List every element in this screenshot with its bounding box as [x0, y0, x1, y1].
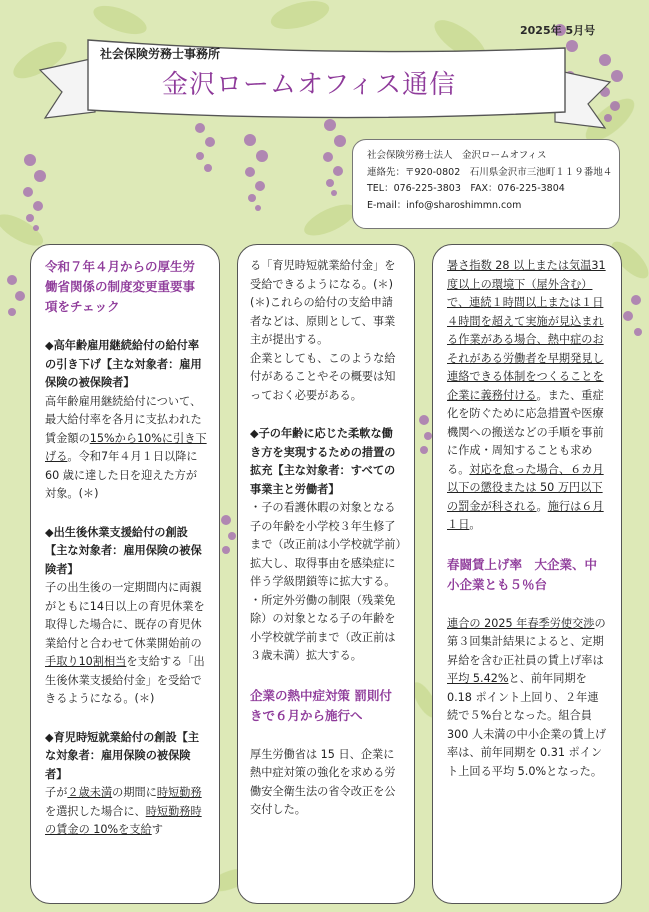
- article-heading-wage-increase: 春闘賃上げ率 大企業、中小企業とも５％台: [447, 556, 598, 592]
- contact-email: E-mail：info@sharoshimmn.com: [367, 199, 522, 211]
- paragraph-company-note: 企業としても、このような給付があることやその概要は知っておく必要がある。: [250, 351, 396, 402]
- article-text-heatstroke-continued: 暑さ指数 28 以上または気温31 度以上の環境下（屋外含む）で、連続１時間以上または１日４時間を超えて実施が見込まれる作業がある場合、熱中症のおそれがある労働者を早期発見し連絡できる体制をつくることを企業に義務付ける。また、重症化を防ぐために応急措置や医療機関への搬送などの手順を事前に作成・周知することも求める。対応を怠った場合、６カ月以下の懲役または 50 万円以下の罰金が科される。施行は６月１日。: [447, 259, 606, 531]
- issue-date: 2025年 5月号: [520, 24, 596, 37]
- section-heading-flexible-work: ◆子の年齢に応じた柔軟な働き方を実現するための措置の拡充【主な対象者：すべての事業主と労働者】: [250, 427, 396, 496]
- section-text-postbirth-benefit: 子の出生後の一定期間内に両親がともに14日以上の育児休業を取得した場合に、既存の育児休業給付と合わせて休業開始前の手取り10割相当を支給する「出生後休業支援給付金」を受給できるようになる。(＊): [45, 581, 205, 705]
- banner-subtitle: 社会保険労務士事務所: [100, 47, 221, 61]
- contact-box: [352, 139, 620, 229]
- section-text-senior-benefit: 高年齢雇用継続給付について、最大給付率を各月に支払われた賃金額の15%から10%に引き下げる。令和7年４月１日以降に 60 歳に達した日を迎えた方が対象。(＊): [45, 394, 207, 500]
- section-text-overtime-limit: ・所定外労働の制限（残業免除）の対象となる子の年齢を小学校就学前まで（改正前は３歳未満）拡大する。: [250, 593, 396, 662]
- column-right: [432, 244, 622, 904]
- paragraph-continued: る「育児時短就業給付金」を受給できるようになる。(＊): [250, 259, 396, 291]
- column-middle: [237, 244, 415, 904]
- column-left: [30, 244, 220, 904]
- section-heading-postbirth-benefit: ◆出生後休業支援給付の創設【主な対象者：雇用保険の被保険者】: [45, 525, 202, 576]
- banner-title: 金沢ロームオフィス通信: [162, 70, 457, 100]
- contact-phone: TEL：076-225-3803 FAX：076-225-3804: [367, 183, 565, 194]
- contact-company: 社会保険労務士法人 金沢ロームオフィス: [367, 150, 547, 161]
- section-text-nursing-leave: ・子の看護休暇の対象となる子の年齢を小学校３年生修了まで（改正前は小学校就学前）拡大し、取得事由を感染症に伴う学級閉鎖等に拡大する。: [250, 501, 402, 588]
- article-heading-heatstroke: 企業の熱中症対策 罰則付きで６月から施行へ: [250, 687, 392, 723]
- section-text-shorttime-benefit: 子が２歳未満の期間に時短勤務を選択した場合に、時短勤務時の賃金の 10%を支給す: [45, 786, 202, 836]
- article-text-heatstroke: 厚生労働省は 15 日、企業に熱中症対策の強化を求める労働安全衛生法の省令改正を公交付した。: [250, 747, 396, 816]
- contact-address: 連絡先：〒920-0802 石川県金沢市三池町１１９番地４: [367, 166, 613, 178]
- article-text-wage-increase: 連合の 2025 年春季労使交渉の第３回集計結果によると、定期昇給を含む正社員の賃上げ率は平均 5.42%と、前年同期を 0.18 ポイント上回り、２年連続で５%台となった。組合員 300 人未満の中小企業の賃上げ率は、前年同期を 0.31 ポイント上回る平均 5.0%となった。: [447, 616, 607, 778]
- article-heading-regulation: 令和７年４月からの厚生労働省関係の制度変更重要事項をチェック: [45, 259, 196, 314]
- paragraph-note: (＊)これらの給付の支給申請者などは、原則として、事業主が提出する。: [250, 296, 396, 346]
- section-heading-senior-benefit: ◆高年齢雇用継続給付の給付率の引き下げ【主な対象者：雇用保険の被保険者】: [45, 339, 202, 389]
- section-heading-shorttime-benefit: ◆育児時短就業給付の創設【主な対象者：雇用保険の被保険者】: [45, 730, 200, 781]
